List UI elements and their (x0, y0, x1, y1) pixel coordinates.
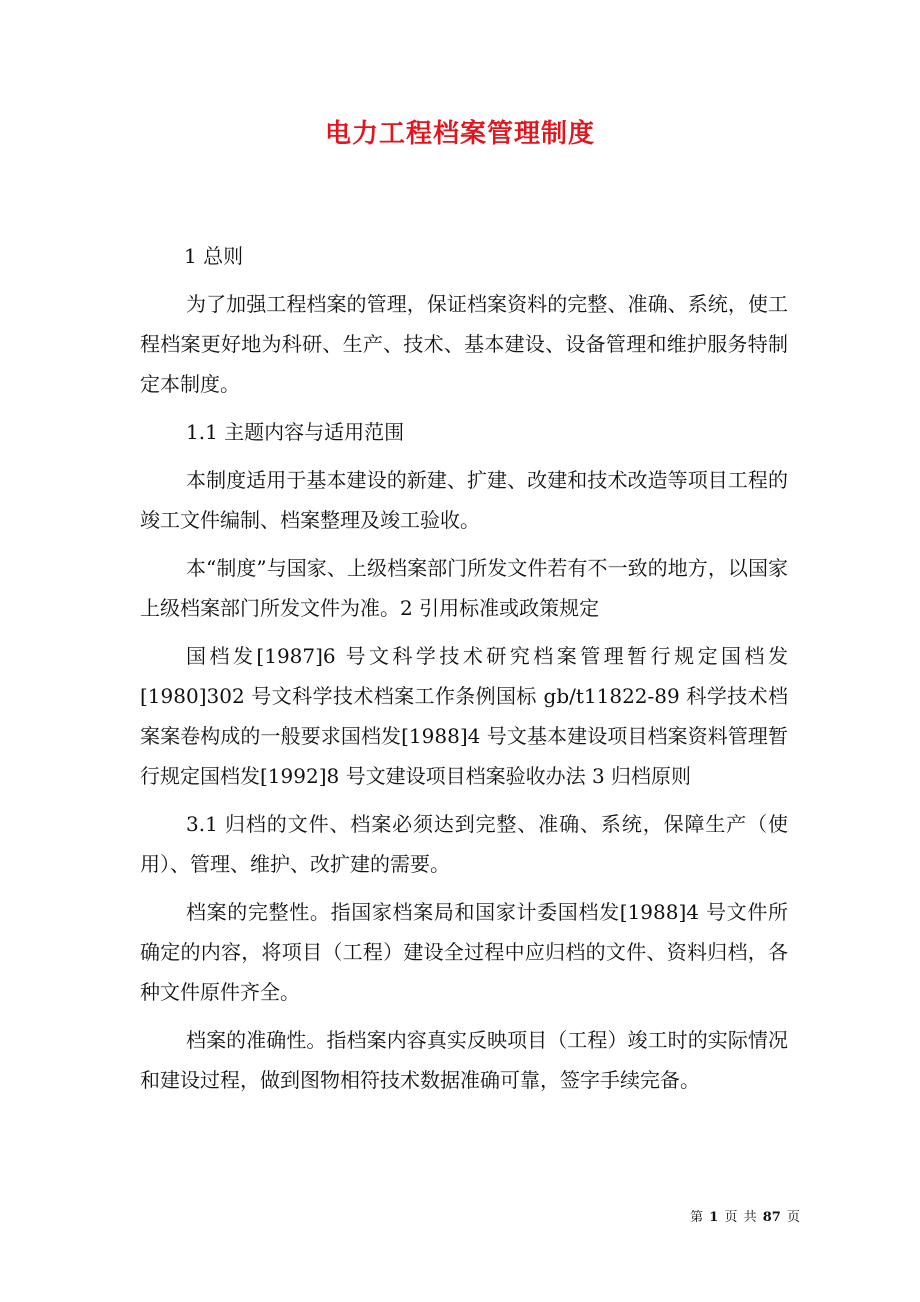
page-footer (600, 1206, 800, 1225)
paragraph-completeness: 档案的完整性。指国家档案局和国家计委国档发[1988]4 号文件所确定的内容，将项目（工程）建设全过程中应归档的文件、资料归档，各种文件原件齐全。 (140, 900, 788, 1004)
section-heading-general: 1 总则 (184, 244, 244, 268)
document-body (140, 236, 788, 1108)
footer-prefix: 第 (690, 1210, 704, 1225)
section-heading-scope: 1.1 主题内容与适用范围 (186, 420, 405, 444)
footer-total-pages: 87 (762, 1210, 781, 1225)
paragraph-archive-principle: 3.1 归档的文件、档案必须达到完整、准确、系统，保障生产（使用）、管理、维护、改扩建的需要。 (140, 812, 788, 876)
page-title: 电力工程档案管理制度 (324, 119, 595, 149)
footer-middle: 页 共 (724, 1210, 757, 1225)
paragraph-scope: 本制度适用于基本建设的新建、扩建、改建和技术改造等项目工程的竣工文件编制、档案整理及竣工验收。 (140, 468, 788, 532)
footer-current-page: 1 (709, 1210, 719, 1225)
paragraph-accuracy: 档案的准确性。指档案内容真实反映项目（工程）竣工时的实际情况和建设过程，做到图物相符技术数据准确可靠，签字手续完备。 (140, 1028, 788, 1092)
paragraph-references: 国档发[1987]6 号文科学技术研究档案管理暂行规定国档发[1980]302 号文科学技术档案工作条例国标 gb/t11822-89 科学技术档案案卷构成的一般要求国档发[1988]4 号文基本建设项目档案资料管理暂行规定国档发[1992]8 号文建设项目档案验收办法 3 归档原则 (140, 644, 788, 788)
footer-suffix: 页 (786, 1210, 800, 1225)
paragraph-precedence: 本“制度”与国家、上级档案部门所发文件若有不一致的地方，以国家上级档案部门所发文件为准。2 引用标准或政策规定 (140, 556, 788, 620)
paragraph-purpose: 为了加强工程档案的管理，保证档案资料的完整、准确、系统，使工程档案更好地为科研、生产、技术、基本建设、设备管理和维护服务特制定本制度。 (140, 292, 788, 396)
